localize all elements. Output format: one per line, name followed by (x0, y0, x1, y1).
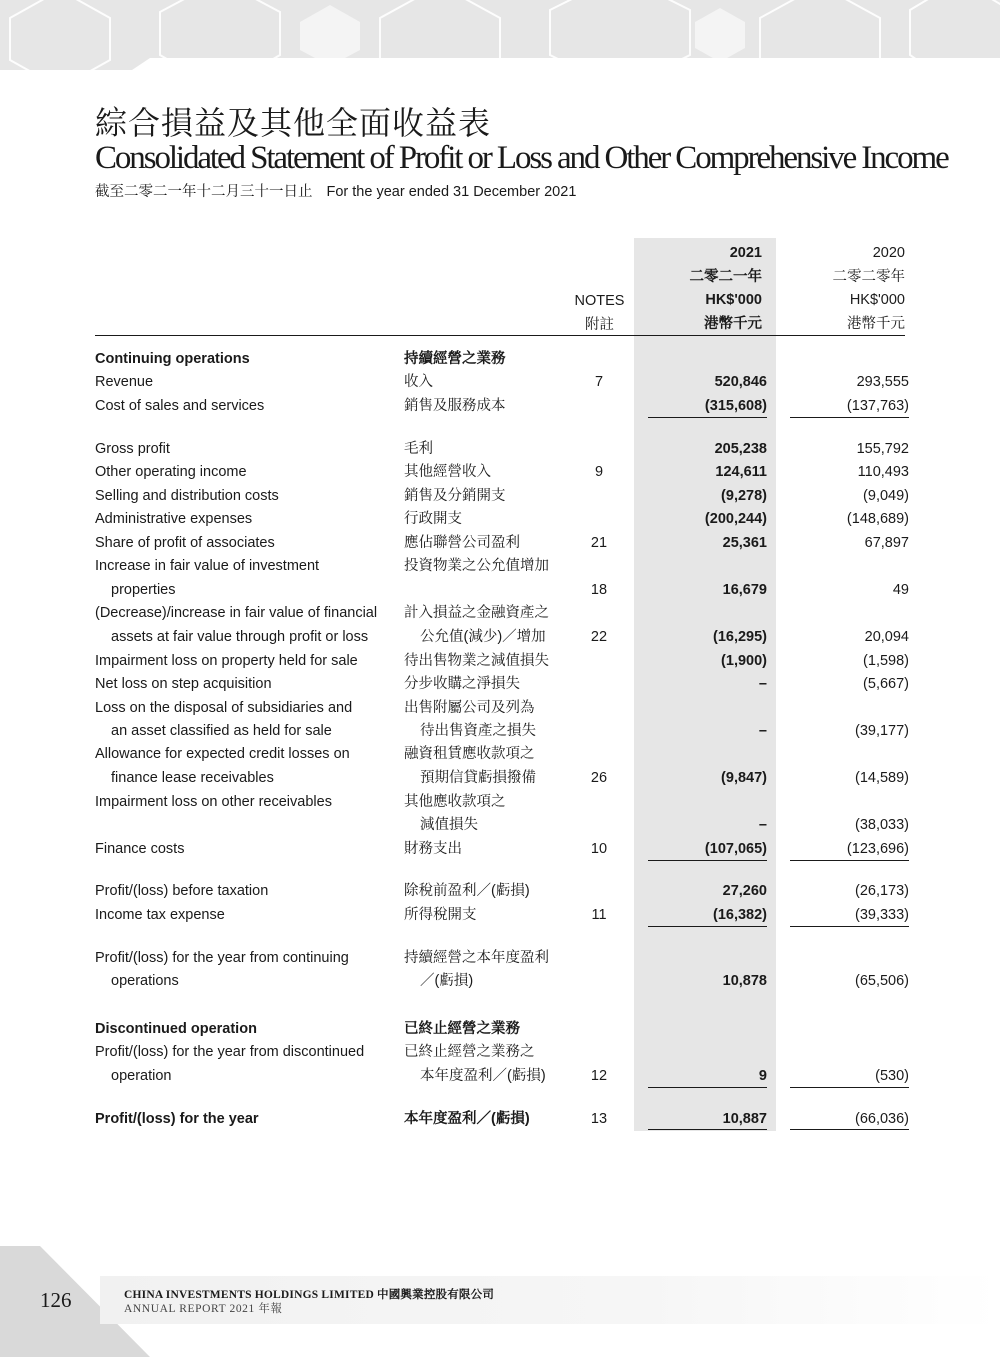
table-row-financial-assets-line2 (0, 625, 1000, 649)
row-value-2021: (315,608) (704, 398, 767, 414)
table-row-continuing-profit-line1 (0, 946, 1000, 970)
table-row-administrative (0, 507, 1000, 531)
table-row-disposal-line2 (0, 719, 1000, 743)
row-value-2021: (16,382) (712, 907, 767, 923)
row-value-2020: (123,696) (846, 841, 909, 857)
row-label-english: Revenue (95, 374, 154, 390)
row-label-chinese: 本年度盈利／(虧損) (420, 1068, 546, 1084)
row-value-2020: (26,173) (854, 883, 909, 899)
row-label-english: (Decrease)/increase in fair value of financial (95, 605, 378, 621)
table-row-finance-costs (0, 837, 1000, 861)
table-row-profit-for-year (0, 1107, 1000, 1131)
row-label-english: Loss on the disposal of subsidiaries and (95, 700, 353, 716)
row-label-chinese: 其他應收款項之 (404, 794, 506, 810)
prior-unit-label-chinese: 港幣千元 (847, 315, 905, 332)
row-value-2020: (1,598) (863, 653, 909, 669)
row-label-chinese: 其他經營收入 (404, 464, 491, 480)
row-value-2021: 25,361 (722, 535, 767, 551)
row-label-english: Income tax expense (95, 907, 225, 923)
table-row-investment-properties-line1 (0, 554, 1000, 578)
row-label-english: operation (111, 1068, 172, 1084)
subtotal-rule-2020 (790, 860, 909, 861)
row-label-english: Impairment loss on other receivables (95, 794, 332, 810)
row-label-english: Cost of sales and services (95, 398, 265, 414)
notes-header-chinese: 附註 (585, 316, 614, 333)
row-value-2021: 10,887 (722, 1111, 767, 1127)
row-value-2021: (16,295) (712, 629, 767, 645)
row-note: 18 (590, 582, 608, 598)
row-label-chinese: 毛利 (404, 441, 433, 457)
row-label-chinese: 銷售及分銷開支 (404, 488, 506, 504)
current-unit-label-chinese: 港幣千元 (704, 315, 762, 332)
table-row-discontinued-profit-line1 (0, 1040, 1000, 1064)
row-note: 22 (590, 629, 608, 645)
row-value-2021: (200,244) (704, 511, 767, 527)
table-row-disposal-line1 (0, 696, 1000, 720)
row-value-2020: (5,667) (863, 676, 909, 692)
row-value-2020: (65,506) (854, 973, 909, 989)
row-value-2021: 9 (758, 1068, 767, 1084)
row-note: 21 (590, 535, 608, 551)
period-subtitle-chinese: 截至二零二一年十二月三十一日止 (95, 184, 313, 200)
row-value-2021: 27,260 (722, 883, 767, 899)
row-label-chinese: 所得稅開支 (404, 907, 477, 923)
row-value-2021: (9,847) (721, 770, 767, 786)
current-unit-label: HK$'000 (705, 292, 762, 308)
table-row-investment-properties-line2 (0, 578, 1000, 602)
row-label-english: Finance costs (95, 841, 185, 857)
current-year-label: 2021 (729, 245, 762, 261)
total-rule-2020 (790, 1129, 909, 1130)
row-note: 10 (590, 841, 608, 857)
section-heading-discontinued (0, 1017, 1000, 1041)
row-note: 26 (590, 770, 608, 786)
row-value-2020: 20,094 (864, 629, 909, 645)
row-label-english: operations (111, 973, 179, 989)
row-value-2021: (1,900) (721, 653, 767, 669)
row-note: 11 (591, 907, 607, 923)
row-value-2021: (9,278) (721, 488, 767, 504)
row-label-chinese: 待出售資產之損失 (420, 723, 536, 739)
report-name: ANNUAL REPORT 2021 年報 (124, 1303, 283, 1315)
row-label-english: Increase in fair value of investment (95, 558, 320, 574)
table-row-financial-assets-line1 (0, 601, 1000, 625)
row-value-2020: (39,333) (854, 907, 909, 923)
subtotal-rule-2020 (790, 1087, 909, 1088)
table-row-credit-losses-line1 (0, 742, 1000, 766)
subtotal-rule-2021 (648, 417, 767, 418)
subtotal-rule-2021 (648, 1087, 767, 1088)
row-label-chinese: 預期信貸虧損撥備 (420, 770, 536, 786)
table-row-income-tax (0, 903, 1000, 927)
row-value-2021: 124,611 (715, 464, 767, 480)
row-label-english: assets at fair value through profit or loss (111, 629, 369, 645)
current-year-label-chinese: 二零二一年 (689, 268, 762, 285)
table-row-other-receivables-line2 (0, 813, 1000, 837)
row-note: 13 (590, 1111, 608, 1127)
row-note: 7 (594, 374, 604, 390)
row-label-chinese: 出售附屬公司及列為 (404, 700, 535, 716)
row-label-english: finance lease receivables (111, 770, 274, 786)
row-label-chinese: 待出售物業之減值損失 (404, 653, 549, 669)
table-row-continuing-profit-line2 (0, 969, 1000, 993)
table-row-credit-losses-line2 (0, 766, 1000, 790)
page-footer (0, 1246, 1000, 1357)
row-label-english: Share of profit of associates (95, 535, 275, 551)
table-row-profit-before-tax (0, 879, 1000, 903)
row-label-english: Net loss on step acquisition (95, 676, 272, 692)
period-subtitle-english: For the year ended 31 December 2021 (326, 184, 577, 200)
row-value-2021: 520,846 (714, 374, 767, 390)
table-row-step-acquisition (0, 672, 1000, 696)
row-label-english: Profit/(loss) for the year (95, 1111, 259, 1127)
row-value-2021: 16,679 (722, 582, 767, 598)
row-label-chinese: 減值損失 (420, 817, 478, 833)
row-label-english: Profit/(loss) for the year from discontinued (95, 1044, 365, 1060)
table-row-impairment-property (0, 649, 1000, 673)
row-value-2020: 49 (892, 582, 909, 598)
page-title-english: Consolidated Statement of Profit or Loss and Other Comprehensive Income (95, 140, 948, 176)
row-label-english: Selling and distribution costs (95, 488, 279, 504)
row-label-english: Profit/(loss) before taxation (95, 883, 269, 899)
row-value-2020: 155,792 (856, 441, 909, 457)
row-value-2021: – (758, 676, 767, 692)
row-value-2020: (39,177) (854, 723, 909, 739)
row-label-english: Profit/(loss) for the year from continuing (95, 950, 349, 966)
table-row-cost-of-sales (0, 394, 1000, 418)
table-row-selling-distribution (0, 484, 1000, 508)
row-label-english: Allowance for expected credit losses on (95, 746, 350, 762)
subtotal-rule-2021 (648, 926, 767, 927)
row-label-english: Gross profit (95, 441, 170, 457)
row-label-chinese: 行政開支 (404, 511, 462, 527)
row-label-english: Administrative expenses (95, 511, 253, 527)
row-value-2021: 10,878 (722, 973, 767, 989)
row-label-chinese: 分步收購之淨損失 (404, 676, 520, 692)
row-label-english: an asset classified as held for sale (111, 723, 332, 739)
row-note: 9 (594, 464, 604, 480)
row-label-chinese: 持續經營之業務 (404, 351, 506, 367)
row-label-chinese: 投資物業之公允值增加 (404, 558, 549, 574)
row-value-2021: 205,238 (714, 441, 767, 457)
row-label-chinese: 公允值(減少)／增加 (420, 629, 546, 645)
row-label-chinese: ／(虧損) (420, 973, 474, 989)
table-row-other-receivables-line1 (0, 790, 1000, 814)
row-label-chinese: 已終止經營之業務之 (404, 1044, 535, 1060)
prior-year-label-chinese: 二零二零年 (832, 268, 905, 285)
subtotal-rule-2021 (648, 860, 767, 861)
row-label-chinese: 應佔聯營公司盈利 (404, 535, 520, 551)
row-label-english: Other operating income (95, 464, 247, 480)
page-title-chinese: 綜合損益及其他全面收益表 (95, 104, 492, 142)
subtotal-rule-2020 (790, 417, 909, 418)
row-value-2021: (107,065) (704, 841, 767, 857)
page-number: 126 (40, 1288, 72, 1312)
row-label-english: properties (111, 582, 176, 598)
notes-header-english: NOTES (574, 293, 625, 309)
row-value-2020: (66,036) (854, 1111, 909, 1127)
row-label-chinese: 本年度盈利／(虧損) (404, 1111, 530, 1127)
row-value-2020: (14,589) (854, 770, 909, 786)
section-heading-continuing (0, 347, 1000, 371)
total-rule-2021 (648, 1129, 767, 1130)
table-row-gross-profit (0, 437, 1000, 461)
row-value-2020: (530) (875, 1068, 909, 1084)
prior-year-label: 2020 (872, 245, 905, 261)
row-value-2021: – (758, 817, 767, 833)
table-row-discontinued-profit-line2 (0, 1064, 1000, 1088)
row-label-english: Impairment loss on property held for sale (95, 653, 358, 669)
company-name: CHINA INVESTMENTS HOLDINGS LIMITED 中國興業控股有限公司 (124, 1289, 495, 1301)
row-value-2020: 110,493 (857, 464, 909, 480)
table-row-share-of-associates (0, 531, 1000, 555)
row-label-chinese: 財務支出 (404, 841, 462, 857)
row-value-2021: – (758, 723, 767, 739)
row-value-2020: (38,033) (854, 817, 909, 833)
row-label-chinese: 已終止經營之業務 (404, 1021, 520, 1037)
subtotal-rule-2020 (790, 926, 909, 927)
row-label-chinese: 持續經營之本年度盈利 (404, 950, 549, 966)
row-value-2020: (137,763) (846, 398, 909, 414)
table-row-other-operating-income (0, 460, 1000, 484)
table-row-revenue (0, 370, 1000, 394)
row-value-2020: (148,689) (846, 511, 909, 527)
prior-unit-label: HK$'000 (849, 292, 905, 308)
row-label-chinese: 除稅前盈利／(虧損) (404, 883, 530, 899)
row-value-2020: 293,555 (856, 374, 909, 390)
row-label-chinese: 銷售及服務成本 (404, 398, 506, 414)
row-value-2020: 67,897 (864, 535, 909, 551)
row-label-english: Continuing operations (95, 351, 250, 367)
row-note: 12 (590, 1068, 608, 1084)
row-label-chinese: 計入損益之金融資產之 (404, 605, 549, 621)
row-label-english: Discontinued operation (95, 1021, 257, 1037)
row-value-2020: (9,049) (863, 488, 909, 504)
row-label-chinese: 融資租賃應收款項之 (404, 746, 535, 762)
row-label-chinese: 收入 (404, 374, 433, 390)
